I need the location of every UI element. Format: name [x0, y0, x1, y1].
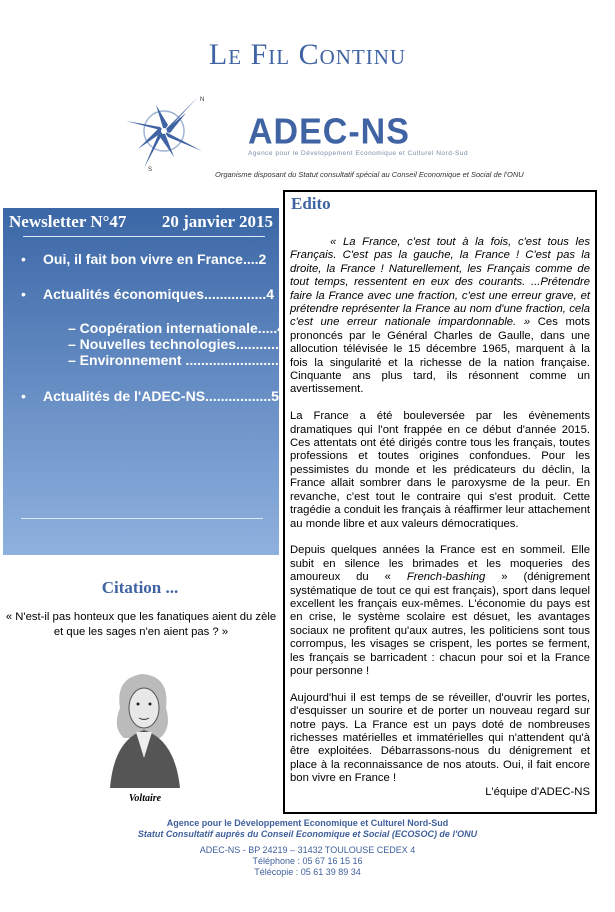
toc-item[interactable]: Actualités économiques................4: [43, 286, 275, 302]
compass-south: S: [148, 167, 153, 173]
citation-title: Citation ...: [101, 578, 179, 597]
newsletter-header: [9, 212, 273, 232]
edito-paragraph: Aujourd'hui il est temps de se réveiller, d'ouvrir les portes, d'esquisser un sourire et de porter un nouveau regard sur notre pays. La France est un pays doté de nombreuses richesses matérielles et immatérielles qui n'attendent qu'à être exploitées. Débarrassons-nous du dénigrement et place à la reconnaissance de nos atouts. Oui, il fait encore bon vivre en France !: [290, 691, 590, 785]
footer-agency: Agence pour le Développement Economique et Culturel Nord-Sud: [166, 818, 449, 828]
bullet-icon: •: [21, 388, 26, 404]
voltaire-portrait-icon: [100, 668, 185, 788]
logo-name: ADEC-NS: [248, 112, 410, 152]
divider: [21, 518, 263, 519]
table-of-contents-panel: [3, 208, 287, 555]
toc-subitem[interactable]: – Nouvelles technologies...........4: [68, 336, 287, 352]
footer-status: Statut Consultatif auprès du Conseil Economique et Social (ECOSOC) de l'ONU: [137, 829, 478, 839]
bullet-icon: •: [21, 251, 26, 267]
footer-address: ADEC-NS - BP 24219 – 31432 TOULOUSE CEDEX 4: [199, 845, 416, 855]
compass-rose-icon: [126, 93, 216, 173]
edito-body: [290, 236, 590, 799]
newsletter-title: Le Fil Continu: [208, 38, 407, 71]
toc-subitem[interactable]: – Environnement ........................5: [68, 352, 287, 368]
citation-text: « N'est-il pas honteux que les fanatiques aient du zèle et que les sages n'en aient pas ? »: [5, 611, 277, 638]
edito-box: [283, 190, 597, 814]
footer-fax: Télécopie : 05 61 39 89 34: [254, 867, 361, 877]
compass-north: N: [200, 97, 205, 103]
edito-title: Edito: [291, 194, 331, 213]
logo-subtitle: Agence pour le Développement Economique et Culturel Nord-Sud: [248, 150, 469, 157]
edito-paragraph: Ces mots prononcés par le Général Charles de Gaulle, dans une allocution télévisée le 15 décembre 1965, marquent à la fois la singularité et la richesse de la nation française. Cinquante ans plus tard, ils résonnent comme un avertissement.: [290, 316, 590, 396]
edito-text: » (dénigrement systématique de tout ce qui est français), sport dans lequel excellent les français eux-mêmes. L'économie du pays est en crise, le système scolaire est désuet, les avantages sociaux ne profitent qu'aux autres, les politiciens sont tous corrompus, les visages se crispent, les portes se ferment, les français se barricadent : chacun pour soi et la France pour personne !: [290, 571, 591, 677]
bullet-icon: •: [21, 286, 26, 302]
toc-item[interactable]: Oui, il fait bon vivre en France....2: [43, 251, 267, 267]
edito-signature: L'équipe d'ADEC-NS: [485, 785, 590, 798]
toc-item[interactable]: Actualités de l'ADEC-NS.................5: [43, 388, 279, 404]
portrait-caption: Voltaire: [128, 793, 162, 804]
footer-phone: Téléphone : 05 67 16 15 16: [252, 856, 363, 866]
edito-paragraph: La France a été bouleversée par les évènements dramatiques qui l'ont frappée en ce début d'année 2015. Ces attentats ont été dirigés contre tous les français, toutes professions et toutes origines confondues. Pour les pessimistes du monde et les prédicateurs du déclin, la France allait sombrer dans le paroxysme de la peur. En revanche, c'est tout le contraire qui s'est produit. Cette tragédie a conduit les français à réaffirmer leur attachement au monde libre et aux valeurs démocratiques.: [290, 410, 590, 530]
edito-text: Depuis quelques années la France est en sommeil. Elle subit en silence les brimades et les moqueries des amoureux du «: [290, 544, 590, 584]
newsletter-date: 20 janvier 2015: [161, 212, 273, 231]
organisation-status: Organisme disposant du Statut consultatif spécial au Conseil Economique et Social de l'ONU: [215, 170, 524, 179]
newsletter-number: Newsletter N°47: [9, 212, 127, 231]
edito-emphasis: French-bashing: [406, 571, 486, 584]
de-gaulle-quote: « La France, c'est tout à la fois, c'est tous les Français. C'est pas la gauche, la France ! C'est pas la droite, la France ! Naturellement, les Français comme de tout temps, ressentent en eux des courants. ...Prétendre faire la France avec une fraction, c'est une erreur grave, et prétendre représenter la France au nom d'une fraction, cela c'est une erreur nationale impardonnable. »: [290, 236, 590, 329]
divider: [23, 236, 265, 237]
toc-subitem[interactable]: – Coopération internationale.....4: [68, 320, 286, 336]
